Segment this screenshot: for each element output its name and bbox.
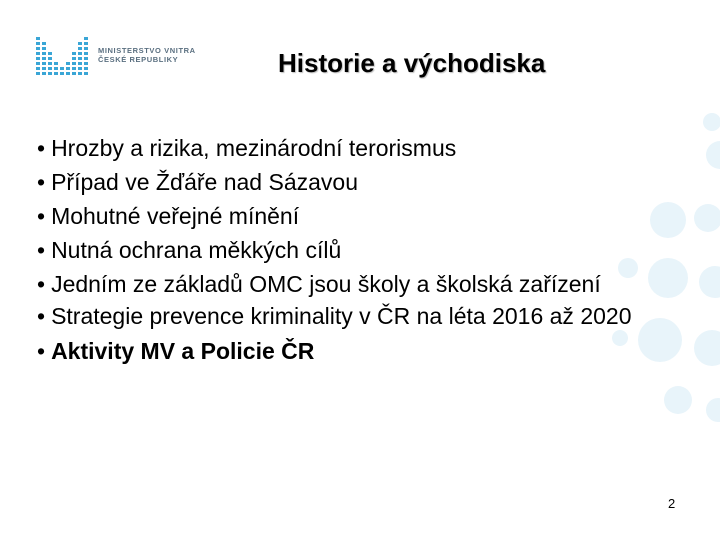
bullet-text: Mohutné veřejné mínění bbox=[51, 203, 300, 229]
bullet-symbol: • bbox=[37, 169, 46, 195]
bullet-item bbox=[37, 165, 677, 199]
bullet-text: Aktivity MV a Policie ČR bbox=[51, 338, 315, 364]
bullet-symbol: • bbox=[37, 338, 46, 364]
bullet-list bbox=[37, 131, 677, 368]
bullet-text: Nutná ochrana měkkých cílů bbox=[51, 237, 342, 263]
bullet-item bbox=[37, 334, 677, 368]
ministry-logo bbox=[36, 33, 196, 77]
page-number: 2 bbox=[668, 496, 676, 511]
bullet-text: Jedním ze základů OMC jsou školy a školská zařízení bbox=[51, 271, 601, 297]
bullet-symbol: • bbox=[37, 271, 46, 297]
bullet-symbol: • bbox=[37, 203, 46, 229]
logo-line-2: ČESKÉ REPUBLIKY bbox=[98, 55, 179, 64]
bullet-item bbox=[37, 270, 677, 299]
logo-mark-icon bbox=[36, 33, 92, 77]
bullet-symbol: • bbox=[37, 303, 46, 329]
bullet-text: Hrozby a rizika, mezinárodní terorismus bbox=[51, 135, 457, 161]
bullet-symbol: • bbox=[37, 135, 46, 161]
bullet-symbol: • bbox=[37, 237, 46, 263]
bullet-item bbox=[37, 199, 677, 233]
logo-text bbox=[98, 46, 196, 64]
slide-title: Historie a východiska bbox=[278, 48, 546, 78]
bullet-text: Strategie prevence kriminality v ČR na léta 2016 až 2020 bbox=[51, 303, 632, 329]
bullet-item bbox=[37, 302, 677, 331]
bullet-text: Případ ve Žďáře nad Sázavou bbox=[51, 169, 358, 195]
bullet-item bbox=[37, 233, 677, 267]
decorative-dots-graphic bbox=[600, 100, 720, 480]
bullet-item bbox=[37, 131, 677, 165]
logo-line-1: MINISTERSTVO VNITRA bbox=[98, 46, 196, 55]
